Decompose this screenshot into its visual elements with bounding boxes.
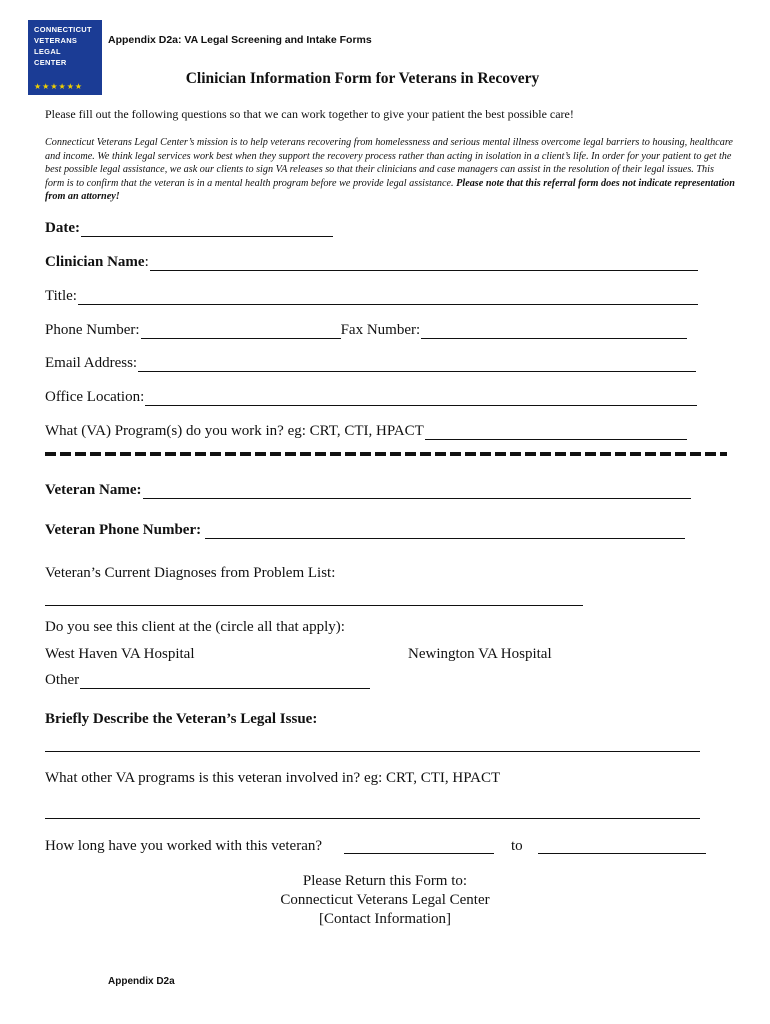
office-location-field	[45, 389, 697, 406]
clinician-name-input-line[interactable]	[150, 256, 698, 271]
phone-fax-field	[45, 322, 687, 339]
return-line-1: Please Return this Form to:	[302, 873, 468, 889]
return-line-2: Connecticut Veterans Legal Center	[280, 892, 490, 908]
title-input-line[interactable]	[78, 290, 698, 305]
referral-note: Please note that this referral form does not indicate representation from an attorney!	[45, 177, 735, 203]
circle-prompt: Do you see this client at the (circle all that apply):	[45, 619, 345, 635]
return-line-3: [Contact Information]	[318, 911, 452, 927]
email-label: Email Address:	[45, 355, 138, 371]
logo-text-line: LEGAL	[34, 47, 61, 56]
stars-icon: ★★★★★★	[34, 82, 84, 91]
fax-label: Fax Number:	[340, 322, 421, 338]
veteran-name-input-line[interactable]	[143, 484, 691, 499]
section-divider	[45, 452, 727, 456]
clinician-name-colon: :	[144, 254, 149, 270]
legal-issue-input-line[interactable]	[45, 751, 700, 752]
appendix-header: Appendix D2a: VA Legal Screening and Intake Forms	[108, 34, 372, 46]
veteran-name-label: Veteran Name:	[45, 482, 142, 498]
mission-text: Connecticut Veterans Legal Center’s mission is to help veterans recovering from homelessness and serious mental illness overcome legal barriers to housing, healthcare and income. We think legal services work best when they support the recovery process rather than acting in isolation in a client’s life. In order for your patient to get the best possible legal assistance, we ask our clients to sign VA releases so that their clinicians and case managers can assist in the resolution of their legal issues. This form is to confirm that the veteran is in a mental health program before we provide legal assistance.	[45, 137, 733, 189]
to-label: to	[511, 838, 523, 854]
how-long-label: How long have you worked with this veteran?	[45, 838, 323, 854]
office-label: Office Location:	[45, 389, 145, 405]
how-long-from-input-line[interactable]	[344, 853, 494, 854]
logo-text-line: CENTER	[34, 58, 67, 67]
return-instructions	[0, 872, 770, 929]
option-newington[interactable]: Newington VA Hospital	[408, 646, 552, 662]
other-input-line[interactable]	[80, 674, 370, 689]
option-west-haven[interactable]: West Haven VA Hospital	[45, 646, 195, 662]
email-input-line[interactable]	[138, 357, 696, 372]
date-field	[45, 220, 333, 237]
form-title: Clinician Information Form for Veterans in Recovery	[185, 70, 540, 87]
how-long-to-input-line[interactable]	[538, 853, 706, 854]
intro-text: Please fill out the following questions so that we can work together to give your patient the best possible care!	[45, 107, 574, 121]
legal-issue-label: Briefly Describe the Veteran’s Legal Issue:	[45, 711, 318, 727]
logo-text-line: VETERANS	[34, 36, 78, 45]
other-programs-label: What other VA programs is this veteran involved in? eg: CRT, CTI, HPACT	[45, 770, 501, 786]
date-input-line[interactable]	[81, 222, 333, 237]
other-programs-input-line[interactable]	[45, 818, 700, 819]
diagnoses-input-line[interactable]	[45, 605, 583, 606]
program-input-line[interactable]	[425, 425, 687, 440]
veteran-phone-input-line[interactable]	[205, 524, 685, 539]
option-other[interactable]: Other	[45, 672, 80, 688]
date-label: Date:	[45, 220, 80, 236]
fax-input-line[interactable]	[421, 324, 687, 339]
program-field	[45, 423, 687, 440]
email-field	[45, 355, 696, 372]
program-label: What (VA) Program(s) do you work in? eg: CRT, CTI, HPACT	[45, 423, 424, 439]
option-other-field	[45, 672, 370, 689]
title-label: Title:	[45, 288, 77, 304]
clinician-name-label: Clinician Name	[45, 254, 145, 270]
mission-statement	[45, 136, 735, 204]
phone-input-line[interactable]	[141, 324, 341, 339]
veteran-name-field	[45, 482, 691, 499]
title-field	[45, 288, 698, 305]
veteran-phone-label: Veteran Phone Number:	[45, 522, 202, 538]
diagnoses-label: Veteran’s Current Diagnoses from Problem List:	[45, 565, 336, 581]
veteran-phone-field	[45, 522, 685, 539]
phone-label: Phone Number:	[45, 322, 140, 338]
logo-text-line: CONNECTICUT	[34, 25, 92, 34]
office-input-line[interactable]	[145, 391, 697, 406]
clinician-name-field	[45, 254, 698, 271]
footer-appendix: Appendix D2a	[108, 976, 175, 987]
